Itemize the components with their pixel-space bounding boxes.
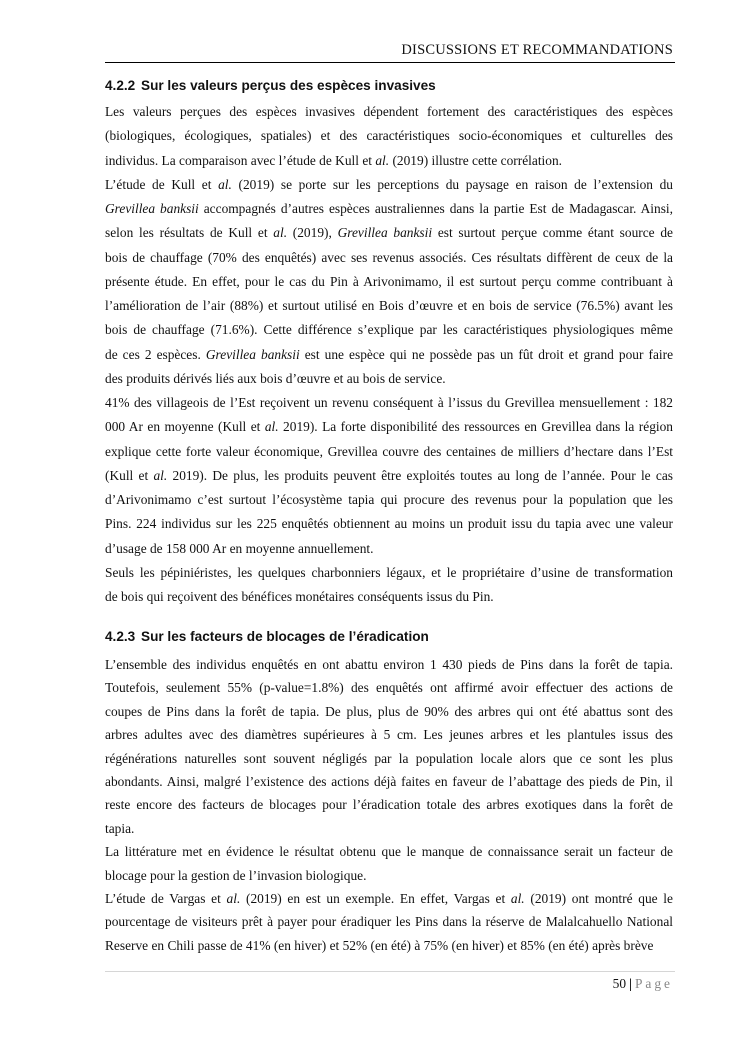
paragraph — [105, 561, 673, 610]
italic-text: Grevillea banksii — [105, 201, 199, 216]
text-line — [105, 173, 673, 197]
text-line: abondants. Ainsi, malgré l’existence des actions déjà faites en faveur de l’abattage des pieds de Pin, il — [105, 773, 673, 789]
italic-text: al. — [153, 467, 168, 483]
text-line: l’amélioration de l’air (88%) et surtout utilisé en Bois d’œuvre et en bois de service (76.5%) avant les — [105, 298, 673, 313]
text-line — [105, 197, 673, 221]
text-line: explique cette forte valeur économique, Grevillea couvre des centaines de milliers d’hectare dans l’Est — [105, 443, 673, 459]
text-run: 000 Ar en moyenne (Kull et — [105, 419, 265, 435]
page-number: 50 — [612, 976, 627, 991]
paragraph — [105, 653, 673, 840]
page-footer — [613, 975, 673, 993]
text-line: blocage pour la gestion de l’invasion biologique. — [105, 867, 367, 883]
text-run: est une espèce qui ne possède pas un fût droit et grand pour faire — [299, 346, 674, 362]
text-run: L’étude de Kull et — [105, 176, 219, 192]
text-run: L’étude de Vargas et — [105, 890, 227, 906]
section-heading-4-2-3 — [105, 629, 429, 644]
italic-text: al. — [273, 225, 288, 241]
text-line: coupes de Pins dans la forêt de tapia. De plus, plus de 90% des arbres qui ont été abattus sont des — [105, 703, 673, 719]
header-rule — [105, 62, 675, 63]
text-line — [105, 415, 673, 439]
text-line: Les valeurs perçues des espèces invasives dépendent fortement des caractéristiques des espèces — [105, 104, 673, 119]
text-line: des produits dérivés liés aux bois d’œuvre et au bois de service. — [105, 370, 446, 386]
italic-text: al. — [510, 890, 525, 906]
italic-text: al. — [375, 152, 390, 168]
text-run: selon les résultats de Kull et — [105, 225, 274, 241]
text-run: de ces 2 espèces. — [105, 346, 206, 362]
section-body-4-2-3 — [105, 653, 673, 957]
text-run: (2019) en est un exemple. En effet, Vargas et — [240, 890, 511, 906]
text-run: (2019) illustre cette corrélation. — [389, 152, 563, 168]
text-run: (2019), — [287, 225, 338, 241]
footer-rule — [105, 971, 675, 972]
footer-separator: | — [629, 976, 632, 991]
paragraph — [105, 887, 673, 957]
section-heading-4-2-2 — [105, 78, 436, 93]
text-line: régénérations naturelles sont souvent négligés par la population locale alors que ce sont les plus — [105, 750, 673, 766]
italic-text: Grevillea banksii — [337, 225, 433, 241]
text-run: (Kull et — [105, 467, 154, 483]
section-title: Sur les valeurs perçus des espèces invasives — [141, 78, 436, 93]
text-line: bois de chauffage (70% des enquêtés) avec ses revenus associés. Ces résultats diffèrent de ceux de la — [105, 249, 673, 265]
italic-text: Grevillea banksii — [205, 346, 300, 362]
section-title: Sur les facteurs de blocages de l’éradication — [141, 629, 429, 644]
text-line: arbres adultes avec des diamètres supérieures à 5 cm. Les jeunes arbres et les plantules issus des — [105, 727, 673, 743]
text-run: (2019) ont montré que le — [524, 890, 673, 906]
text-line: d’usage de 158 000 Ar en moyenne annuellement. — [105, 540, 374, 556]
text-line — [105, 221, 673, 245]
text-line — [105, 343, 673, 367]
paragraph — [105, 840, 673, 887]
running-header: DISCUSSIONS ET RECOMMANDATIONS — [401, 42, 673, 58]
italic-text: al. — [218, 176, 232, 192]
text-line: présente étude. En effet, pour le cas du Pin à Arivonimamo, il est surtout perçu comme contribuant à — [105, 273, 673, 289]
text-line: d’Arivonimamo c’est surtout l’écosystème tapia qui procure des revenus pour la population que les — [105, 492, 673, 507]
italic-text: al. — [226, 890, 241, 906]
section-number: 4.2.3 — [105, 629, 136, 644]
text-line: Pins. 224 individus sur les 225 enquêtés obtiennent au moins un produit issu du tapia avec une valeur — [105, 516, 673, 532]
text-run: 2019). La forte disponibilité des ressources en Grevillea dans la région — [278, 419, 674, 435]
section-number: 4.2.2 — [105, 78, 136, 93]
text-line: bois de chauffage (71.6%). Cette différence s’explique par les caractéristiques physiologiques même — [105, 322, 673, 338]
text-run: 2019). De plus, les produits peuvent être exploités toutes au long de l’année. Pour le cas — [167, 467, 673, 483]
text-line — [105, 887, 673, 910]
text-run: est surtout perçue comme étant source de — [432, 225, 673, 241]
page-label: Page — [634, 976, 673, 991]
text-line: de bois qui reçoivent des bénéfices monétaires conséquents issus du Pin. — [105, 589, 494, 604]
text-line — [105, 149, 673, 173]
text-line: 41% des villageois de l’Est reçoivent un revenu conséquent à l’issus du Grevillea mensuellement : 182 — [105, 395, 673, 410]
paragraph — [105, 100, 673, 173]
text-line: La littérature met en évidence le résultat obtenu que le manque de connaissance serait un facteur de — [105, 844, 673, 860]
text-line: (biologiques, écologiques, spatiales) et des caractéristiques socio-économiques et culturelles des — [105, 128, 673, 144]
text-run: accompagnés d’autres espèces australiennes dans la partie Est de Madagascar. Ainsi, — [198, 201, 673, 216]
text-line: tapia. — [105, 820, 135, 836]
text-line: reste encore des facteurs de blocages pour l’éradication totale des arbres exotiques dans la forêt de — [105, 797, 673, 813]
text-run: individus. La comparaison avec l’étude de Kull et — [105, 152, 376, 168]
text-line: Toutefois, seulement 55% (p-value=1.8%) des enquêtés ont affirmé avoir effectuer des actions de — [105, 680, 673, 696]
paragraph — [105, 391, 673, 561]
text-line — [105, 464, 673, 488]
italic-text: al. — [264, 419, 279, 435]
text-line: pourcentage de visiteurs prêt à payer pour éradiquer les Pins dans la réserve de Malalcahuello National — [105, 914, 673, 930]
text-line: L’ensemble des individus enquêtés en ont abattu environ 1 430 pieds de Pins dans la forêt de tapia. — [105, 657, 673, 672]
text-line: Reserve en Chili passe de 41% (en hiver) et 52% (en été) à 75% (en hiver) et 85% (en été) après brève — [105, 937, 654, 953]
text-run: (2019) se porte sur les perceptions du paysage en raison de l’extension du — [231, 176, 674, 192]
section-body-4-2-2 — [105, 100, 673, 609]
text-line: Seuls les pépiniéristes, les quelques charbonniers légaux, et le propriétaire d’usine de transformation — [105, 564, 673, 580]
paragraph — [105, 173, 673, 391]
